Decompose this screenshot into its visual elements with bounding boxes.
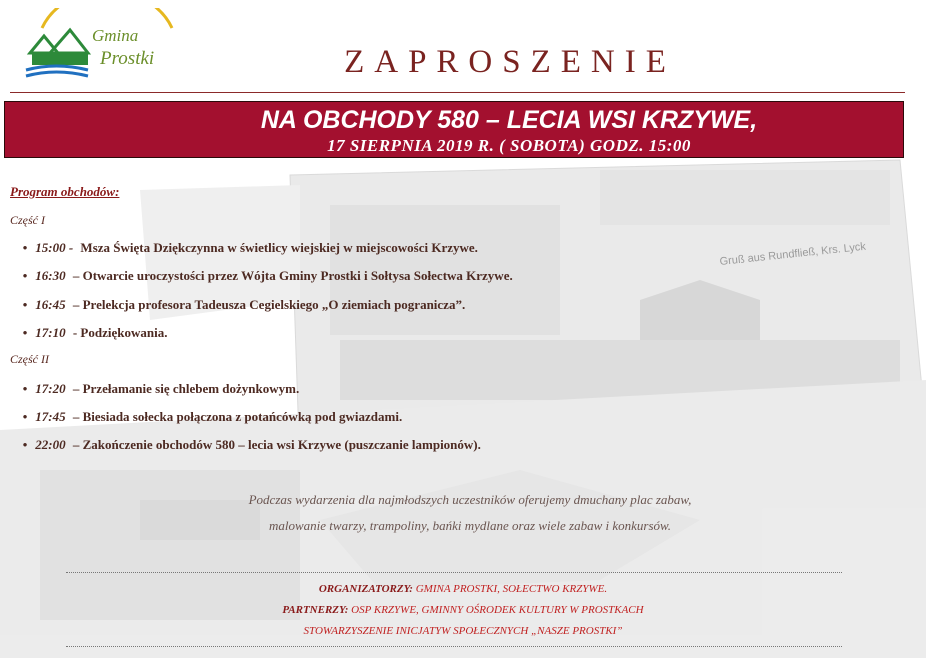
postcard-caption: Gruß aus Rundfließ, Krs. Lyck: [719, 240, 867, 268]
banner-event-name: NA OBCHODY 580 – LECIA WSI KRZYWE,: [260, 106, 758, 134]
program-item-text: – Otwarcie uroczystości przez Wójta Gminy Prostki i Sołtysa Sołectwa Krzywe.: [72, 268, 513, 283]
bullet-icon: •: [22, 409, 28, 424]
bottom-divider: [66, 646, 842, 647]
organizers-value: GMINA PROSTKI, SOŁECTWO KRZYWE.: [415, 583, 608, 595]
bullet-icon: •: [22, 297, 28, 312]
note-line-2: malowanie twarzy, trampoliny, bańki mydlane oraz wiele zabaw i konkursów.: [268, 518, 672, 533]
program-item-time: 16:30: [35, 268, 66, 283]
program-item: [18, 325, 167, 341]
program-item-time: 17:20: [35, 381, 66, 396]
program-item-text: - Podziękowania.: [72, 325, 168, 340]
program-item-time: 17:10: [35, 325, 66, 340]
partners-value: OSP KRZYWE, GMINNY OŚRODEK KULTURY W PROSTKACH: [351, 604, 644, 616]
program-item-time: 15:00 -: [35, 240, 74, 255]
part-two-label: Część II: [10, 352, 49, 366]
title-divider: [10, 92, 905, 93]
organizers-label: ORGANIZATORZY:: [318, 583, 413, 595]
part-one-label: Część I: [10, 213, 45, 227]
program-item: [18, 297, 465, 313]
program-item-text: – Biesiada sołecka połączona z potańcówką pod gwiazdami.: [72, 409, 403, 424]
program-item: [18, 437, 481, 453]
program-item: [18, 381, 299, 397]
organizers-line: [0, 583, 926, 595]
program-item: [18, 240, 478, 256]
bullet-icon: •: [22, 240, 28, 255]
program-item: [18, 409, 402, 425]
banner-event-date: 17 SIERPNIA 2019 R. ( SOBOTA) GODZ. 15:00: [327, 136, 691, 155]
bullet-icon: •: [22, 437, 28, 452]
program-item-text: – Przełamanie się chlebem dożynkowym.: [72, 381, 300, 396]
program-item-text: – Zakończenie obchodów 580 – lecia wsi Krzywe (puszczanie lampionów).: [72, 437, 481, 452]
program-item-time: 17:45: [35, 409, 66, 424]
program-heading: Program obchodów:: [10, 184, 120, 199]
note-line-1: Podczas wydarzenia dla najmłodszych uczestników oferujemy dmuchany plac zabaw,: [248, 492, 692, 507]
program-item-text: Msza Święta Dziękczynna w świetlicy wiejskiej w miejscowości Krzywe.: [80, 240, 478, 255]
event-banner: [4, 101, 904, 158]
partners-label: PARTNERZY:: [282, 604, 349, 616]
bullet-icon: •: [22, 381, 28, 396]
gmina-logo: [22, 8, 202, 84]
logo-mark-icon: [22, 8, 202, 84]
partners-line: [0, 604, 926, 616]
logo-text-gmina: Gmina: [92, 26, 139, 45]
bullet-icon: •: [22, 325, 28, 340]
footer-divider: [66, 572, 842, 573]
program-item: [18, 268, 513, 284]
bullet-icon: •: [22, 268, 28, 283]
program-item-text: – Prelekcja profesora Tadeusza Cegielskiego „O ziemiach pogranicza”.: [72, 297, 466, 312]
logo-text-prostki: Prostki: [100, 48, 155, 69]
page-title: ZAPROSZENIE: [344, 44, 676, 80]
partners-line-2: STOWARZYSZENIE INICJATYW SPOŁECZNYCH „NASZE PROSTKI”: [303, 625, 623, 637]
program-item-time: 16:45: [35, 297, 66, 312]
program-item-time: 22:00: [35, 437, 66, 452]
